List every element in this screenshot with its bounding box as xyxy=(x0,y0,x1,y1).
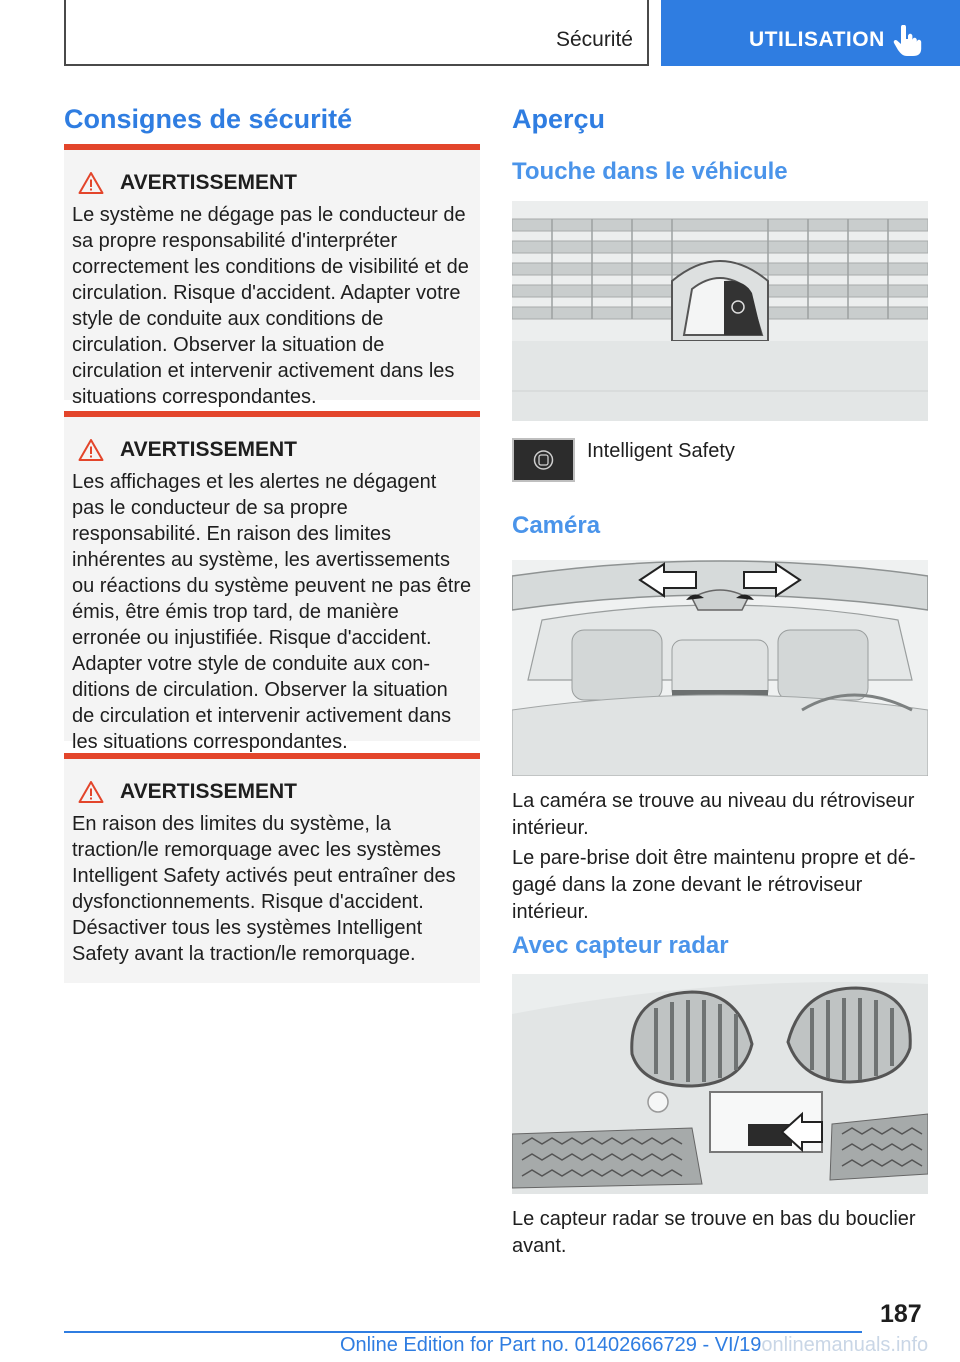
footer-edition-text: Online Edition for Part no. 01402666729 - VI/19 xyxy=(340,1334,762,1356)
warning-triangle-icon xyxy=(78,438,104,462)
warning-triangle-icon xyxy=(78,780,104,804)
page-number: 187 xyxy=(880,1300,922,1328)
warning-label: AVERTISSEMENT xyxy=(120,438,297,461)
button-label: Intelligent Safety xyxy=(587,440,735,462)
warning-triangle-icon xyxy=(78,171,104,195)
warning-box xyxy=(64,144,480,408)
header-chapter-title: UTILISATION xyxy=(749,28,885,51)
camera-section-heading: Caméra xyxy=(512,512,601,539)
warning-text: Le système ne dégage pas le conducteur de sa propre responsabilité d'interpréter correctement les conditions de visibilité et de circulation. Risque d'accident. Adapter votre style de conduite aux conditions de circulation. Observer la situation de circulation et intervenir activement dans les situations correspondantes. xyxy=(72,204,469,408)
radar-location-illustration xyxy=(512,974,928,1194)
radar-paragraph-1: Le capteur radar se trouve en bas du bouclier avant. xyxy=(512,1208,916,1257)
warning-box xyxy=(64,411,480,753)
warning-text: Les affichages et les alertes ne dégagent pas le conducteur de sa propre responsabilité. En raison des limites inhérentes au système, les avertissements ou réactions du système peuvent ne pas être émis, être émis trop tard, de manière erronée ou injustifiée. Risque d'accident. Adapter votre style de conduite aux conditions de circulation. Observer la situation de circulation et intervenir activement dans les situations correspondantes. xyxy=(72,471,472,753)
header-section-title: Sécurité xyxy=(555,28,633,51)
page-title: Consignes de sécurité xyxy=(64,104,353,134)
camera-paragraph-1: La caméra se trouve au niveau du rétroviseur intérieur. xyxy=(512,790,915,839)
warning-box xyxy=(64,753,480,983)
footer-watermark: onlinemanuals.info xyxy=(761,1334,929,1356)
camera-paragraph-2: Le pare-brise doit être maintenu propre et dégagé dans la zone devant le rétroviseur intérieur. xyxy=(512,847,916,923)
warning-label: AVERTISSEMENT xyxy=(120,780,297,803)
camera-location-illustration xyxy=(512,560,928,776)
button-section-heading: Touche dans le véhicule xyxy=(512,158,788,185)
footer-rule xyxy=(64,1331,862,1333)
pointing-hand-icon xyxy=(893,25,923,57)
overview-title: Aperçu xyxy=(512,104,606,134)
footer-edition xyxy=(340,1334,928,1357)
radar-section-heading: Avec capteur radar xyxy=(512,932,729,959)
warning-label: AVERTISSEMENT xyxy=(120,171,297,194)
warning-text: En raison des limites du système, la traction/le remorquage avec les systèmes Intelligent Safety activés peut entraîner des dysfonctionnements. Risque d'accident. Désactiver tous les systèmes Intelligent Safety avant la traction/le remorquage. xyxy=(72,813,456,965)
dashboard-button-illustration xyxy=(512,201,928,421)
header-section-box xyxy=(64,0,649,66)
intelligent-safety-button-icon xyxy=(512,438,575,482)
header-chapter-tab xyxy=(661,0,960,66)
